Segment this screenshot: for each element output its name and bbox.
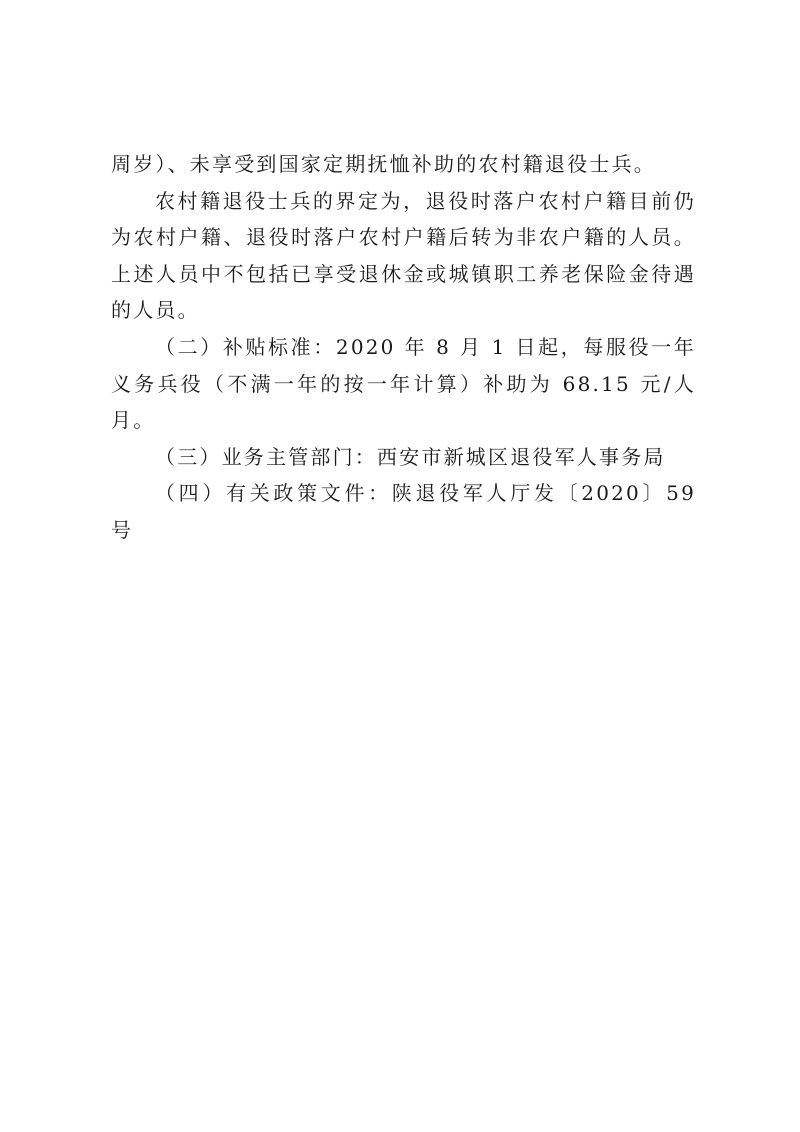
paragraph-department: （三）业务主管部门：西安市新城区退役军人事务局 (155, 444, 666, 469)
paragraph-subsidy-standard: （二）补贴标准：2020 年 8 月 1 日起，每服役一年义务兵役（不满一年的按一年计算）补助为 68.15 元/人月。 (111, 334, 696, 433)
paragraph-continuation: 周岁）、未享受到国家定期抚恤补助的农村籍退役士兵。 (111, 152, 656, 176)
paragraph-policy-document: （四）有关政策文件：陕退役军人厅发〔2020〕59 号 (111, 481, 696, 542)
paragraph-definition: 农村籍退役士兵的界定为，退役时落户农村户籍目前仍为农村户籍、退役时落户农村户籍后转为非农户籍的人员。上述人员中不包括已享受退休金或城镇职工养老保险金待遇的人员。 (111, 188, 696, 323)
document-body (111, 146, 696, 549)
